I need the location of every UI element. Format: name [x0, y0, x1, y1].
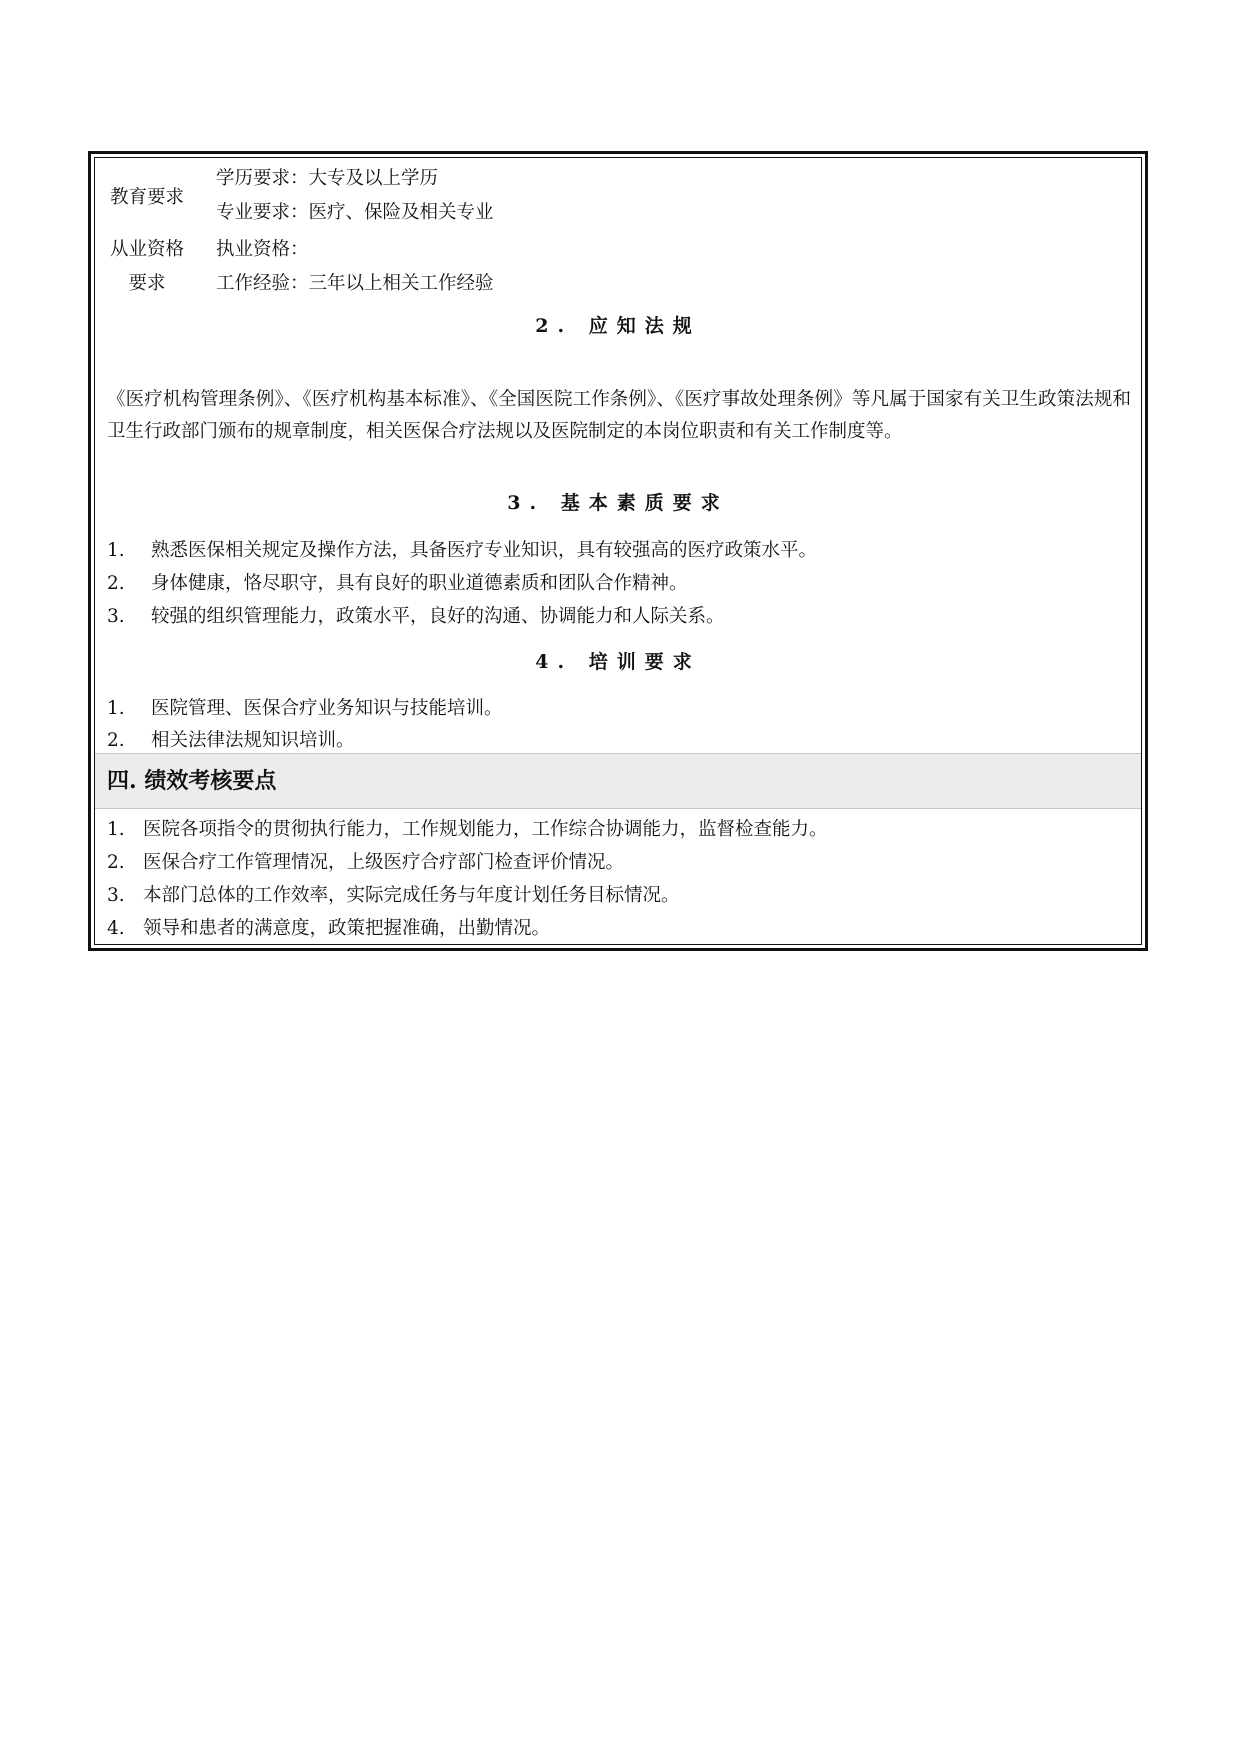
list-number: 2.: [107, 852, 125, 873]
list-text: 医保合疗工作管理情况，上级医疗合疗部门检查评价情况。: [143, 852, 625, 873]
education-line-2: 专业要求：医疗、保险及相关专业: [216, 202, 494, 223]
list-text: 较强的组织管理能力，政策水平，良好的沟通、协调能力和人际关系。: [151, 606, 725, 627]
performance-item-1: [107, 818, 828, 842]
qualification-line-2: 工作经验：三年以上相关工作经验: [216, 273, 494, 294]
performance-item-2: [107, 851, 624, 875]
list-text: 医院各项指令的贯彻执行能力，工作规划能力，工作综合协调能力，监督检查能力。: [143, 819, 828, 840]
performance-item-3: [107, 884, 680, 908]
qualification-line-1: 执业资格：: [216, 239, 309, 260]
training-item-1: [107, 697, 503, 721]
document-frame: [88, 151, 1148, 951]
qualities-item-3: [107, 605, 725, 629]
list-number: 4.: [107, 918, 125, 939]
training-item-2: [107, 729, 355, 753]
qualities-item-1: [107, 539, 817, 563]
list-number: 1.: [107, 698, 125, 719]
qualification-label-line-1: 从业资格: [109, 239, 184, 260]
list-text: 相关法律法规知识培训。: [151, 730, 355, 751]
list-number: 2.: [107, 730, 125, 751]
qualification-label-line-2: 要求: [128, 273, 166, 294]
laws-paragraph: 《医疗机构管理条例》、《医疗机构基本标准》、《全国医院工作条例》、《医疗事故处理条例》等凡属于国家有关卫生政策法规和卫生行政部门颁布的规章制度，相关医保合疗法规以及医院制定的本岗位职责和有关工作制度等。: [107, 389, 1131, 442]
list-text: 领导和患者的满意度，政策把握准确，出勤情况。: [143, 918, 551, 939]
list-text: 医院管理、医保合疗业务知识与技能培训。: [151, 698, 503, 719]
performance-title: 四. 绩效考核要点: [107, 768, 277, 794]
education-label: 教育要求: [109, 187, 184, 208]
training-heading: 4. 培训要求: [535, 651, 701, 673]
list-number: 3.: [107, 606, 125, 627]
list-number: 1.: [107, 540, 125, 561]
list-number: 2.: [107, 573, 125, 594]
list-number: 1.: [107, 819, 125, 840]
list-text: 熟悉医保相关规定及操作方法，具备医疗专业知识，具有较强高的医疗政策水平。: [151, 540, 818, 561]
qualities-heading: 3. 基本素质要求: [507, 492, 729, 514]
list-text: 身体健康，恪尽职守，具有良好的职业道德素质和团队合作精神。: [151, 573, 688, 594]
education-line-1: 学历要求：大专及以上学历: [216, 168, 439, 189]
performance-section-header: [95, 753, 1141, 809]
qualities-item-2: [107, 572, 688, 596]
list-text: 本部门总体的工作效率，实际完成任务与年度计划任务目标情况。: [143, 885, 680, 906]
document-table: [94, 157, 1142, 945]
performance-item-4: [107, 917, 550, 941]
laws-heading: 2. 应知法规: [535, 315, 701, 337]
list-number: 3.: [107, 885, 125, 906]
